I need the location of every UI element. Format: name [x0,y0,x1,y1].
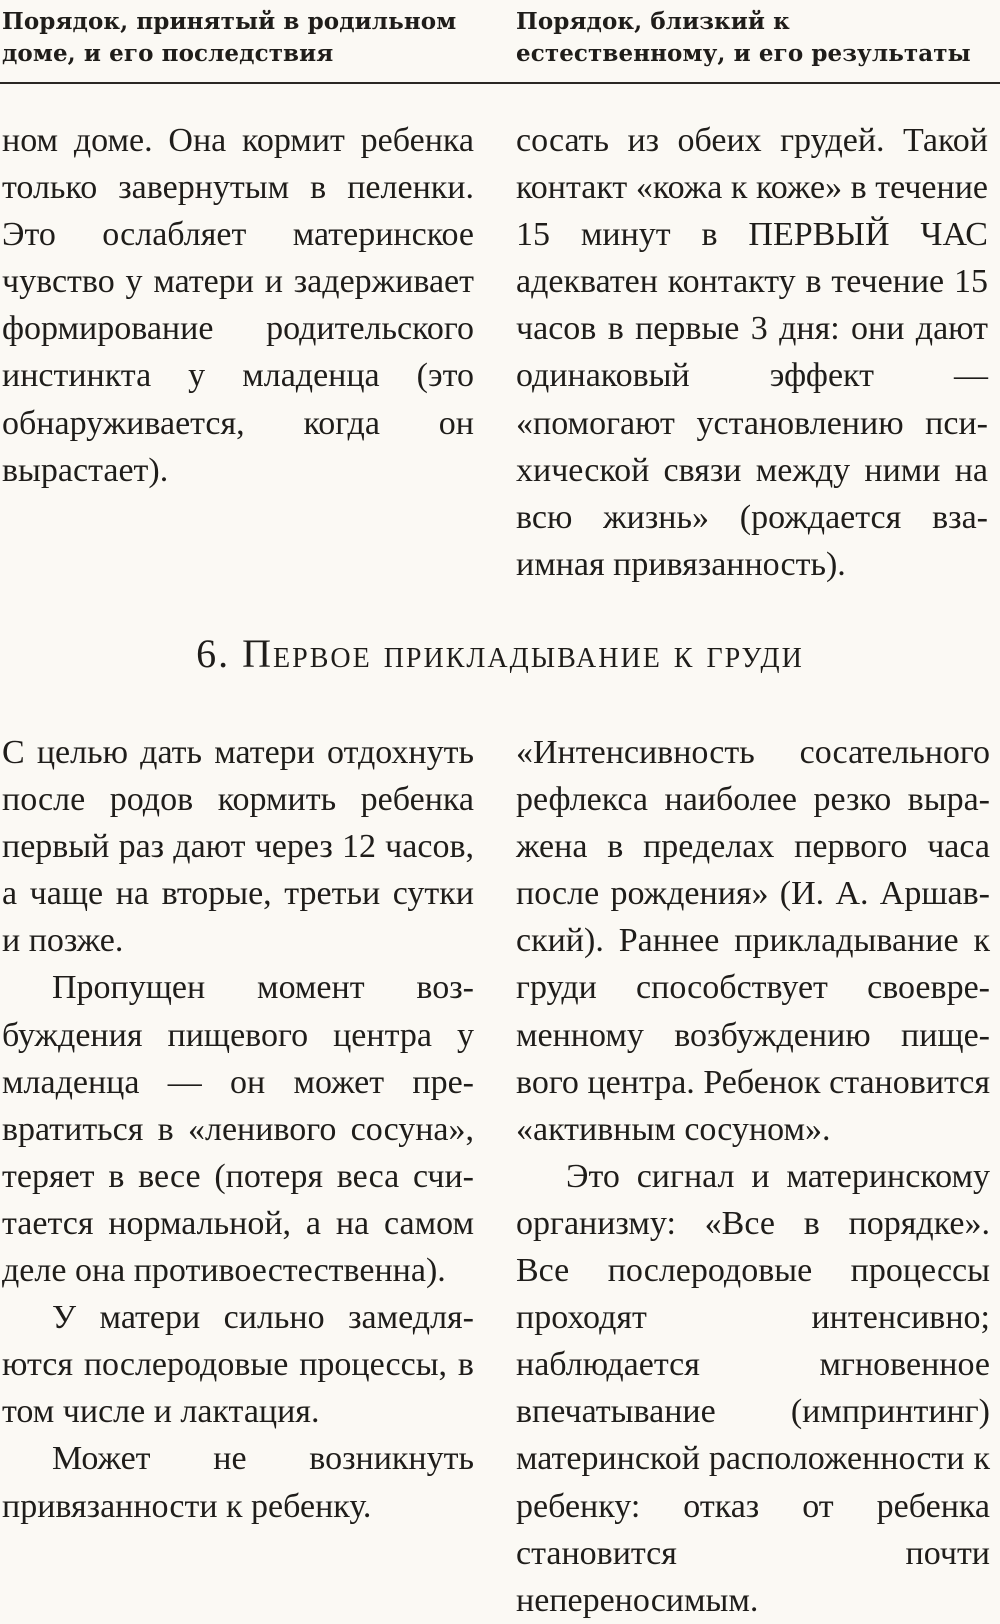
paragraph: Может не возникнуть привязанности к ребенку. [2,1440,474,1525]
header-right-column: Порядок, близкий к естественному, и его результаты [516,8,971,67]
paragraph: Это сигнал и материнскому организму: «Все в порядке». Все послеродовые процессы проходят интенсивно; наблюдается мгновенное впечатывание (импринтинг) материнской расположенности к ребенку: отказ от ребенка становится почти непереносимым. [516,1157,990,1619]
paragraph: ном доме. Она кормит ребенка только завернутым в пеленки. Это ослабляет материнское чувство у матери и задерживает формирование родительского инстинкта у младенца (это обнаруживается, когда он вырастает). [2,122,474,489]
hospital-practice-continuation [2,117,474,494]
paragraph: Пропущен момент возбуждения пищевого центра у младенца — он может превратиться в «ленивого сосуна», теряет в весе (потеря веса считается нормальной, а на самом деле она противоестественна). [2,969,474,1290]
section-title-text: 6. Первое прикладывание к груди [196,631,804,676]
hospital-practice-breastfeeding [2,729,474,1530]
paragraph: С целью дать матери отдохнуть после родов кормить ребенка первый раз дают через 12 часов, а чаще на вторые, третьи сутки и позже. [2,734,474,960]
paragraph: У матери сильно замедляются послеродовые процессы, в том числе и лактация. [2,1299,474,1431]
natural-practice-breastfeeding [516,729,990,1624]
section-title [0,628,1000,680]
natural-practice-continuation [516,117,988,588]
header-left-column: Порядок, принятый в родильном доме, и его последствия [2,8,457,67]
paragraph: «Интенсивность сосательного рефлекса наиболее резко выражена в пределах первого часа после рождения» (И. А. Аршавский). Раннее прикладывание к груди способствует своевременному возбуждению пищевого центра. Ребенок становится «активным сосуном». [516,734,990,1148]
paragraph: сосать из обеих грудей. Такой контакт «кожа к коже» в течение 15 минут в ПЕРВЫЙ ЧАС адекватен контакту в течение 15 часов в первые 3 дня: они дают одинаковый эффект — «помогают установлению психической связи между ними на всю жизнь» (рождается взаимная привязанность). [516,122,988,583]
table-header [0,0,1000,84]
